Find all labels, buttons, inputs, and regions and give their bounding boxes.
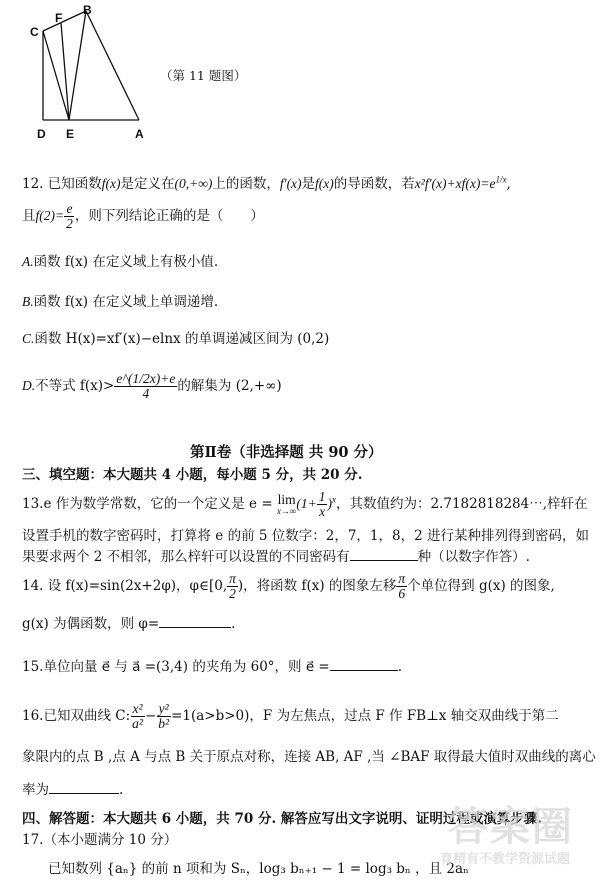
option-D-num: e^(1/2x)+e bbox=[116, 371, 176, 386]
q12-domain: (0,+∞) bbox=[174, 176, 213, 191]
q14-text-a: 14. 设 f(x)=sin(2x+2φ)，φ∈[0, bbox=[22, 578, 228, 595]
figure-caption: （第 11 题图） bbox=[160, 68, 247, 83]
q12-line2-c: ，则下列结论正确的是（ ） bbox=[74, 208, 264, 225]
option-C-label: C. bbox=[22, 331, 35, 346]
q13-line3 bbox=[22, 545, 530, 565]
section-title: 第Ⅱ卷（非选择题 共 90 分） bbox=[190, 444, 383, 461]
q12-fx2: f(x) bbox=[315, 176, 334, 191]
point-label-D: D bbox=[37, 127, 46, 141]
q13-text-b: ，其数值约为：2.7182818284⋯,梓轩在 bbox=[335, 496, 588, 513]
q16-answer-blank[interactable] bbox=[49, 779, 119, 794]
q13-answer-blank[interactable] bbox=[350, 546, 418, 561]
q16-line3-a: 率为 bbox=[22, 782, 49, 798]
q12-f2: f(2)= bbox=[35, 208, 65, 224]
q13-line2: 设置手机的数字密码时，打算将 e 的前 5 位数字：2，7，1，8，2 进行某种排列得到密码，如 bbox=[22, 528, 589, 544]
q15-answer-blank[interactable] bbox=[330, 656, 398, 671]
q14-text-b: )，将函数 f(x) 的图象左移 bbox=[237, 578, 397, 595]
q16-line3 bbox=[22, 778, 123, 798]
segment-BE bbox=[69, 11, 86, 120]
q12-text-i: 的导函数，若 bbox=[333, 176, 415, 192]
q14-answer-blank[interactable] bbox=[159, 613, 231, 628]
option-D-fraction bbox=[114, 372, 177, 401]
q12-text-g: 是 bbox=[301, 176, 316, 192]
segment-CB bbox=[43, 11, 86, 31]
q14-text-c: 个单位得到 g(x) 的图象, bbox=[407, 578, 555, 595]
q13-limit bbox=[277, 493, 296, 516]
q14-num1: π bbox=[229, 571, 236, 586]
triangle-figure bbox=[28, 6, 158, 140]
q13-paren: (1+ bbox=[296, 496, 317, 512]
q14-den2: 6 bbox=[398, 586, 406, 602]
q16-den1: a² bbox=[132, 716, 143, 732]
q16-line2: 象限内的点 B ,点 A 与点 B 关于原点对称，连接 AB, AF ,当 ∠BAF 取得最大值时双曲线的离心 bbox=[22, 749, 596, 765]
q13-num: 1 bbox=[318, 489, 326, 504]
q12-fx: f(x) bbox=[101, 176, 121, 191]
q14-num2: π bbox=[398, 571, 406, 586]
q14-line2-a: g(x) 为偶函数，则 φ= bbox=[22, 616, 160, 632]
q17-heading: 17.（本小题满分 10 分） bbox=[22, 832, 178, 848]
q13-fraction bbox=[317, 490, 328, 519]
point-label-C: C bbox=[30, 25, 39, 39]
q12-option-A bbox=[22, 250, 218, 270]
q12-option-B bbox=[22, 290, 218, 310]
q14-den1: 2 bbox=[229, 586, 236, 602]
q16-frac1 bbox=[130, 702, 145, 731]
option-C-text: 函数 H(x)=xf′(x)−elnx 的单调递减区间为 (0,2) bbox=[34, 331, 330, 347]
q12-line1: 12. 已知函数f(x)是定义在(0,+∞)上的函数，f′(x)是f(x)的导函数，若$x^2f'(x)+xf(x)=e^{1/x}$, bbox=[22, 174, 511, 192]
q16-line1 bbox=[22, 702, 559, 731]
watermark-subtext: 育精有不教学资源试题 bbox=[440, 852, 571, 867]
q13-lim: lim bbox=[277, 492, 296, 508]
option-D-den: 4 bbox=[142, 386, 150, 402]
q15-text-b: . bbox=[397, 659, 403, 675]
option-D-pre: 不等式 f(x)> bbox=[35, 378, 115, 395]
option-A-text: 函数 f(x) 在定义域上有极小值. bbox=[33, 254, 219, 270]
q14-frac2 bbox=[396, 572, 407, 601]
q15-text-a: 15.单位向量 e⃗ 与 a⃗ =(3,4) 的夹角为 60°，则 e⃗ = bbox=[22, 659, 330, 675]
q16-line3-b: . bbox=[119, 782, 124, 798]
watermark-logo: 答案圈 bbox=[448, 804, 574, 850]
q13-line3-b: 种（以数字作答）. bbox=[417, 549, 530, 565]
q13-den: x bbox=[319, 504, 326, 520]
q13-line3-a: 果要求两个 2 不相邻，那么梓轩可以设置的不同密码有 bbox=[22, 549, 350, 565]
point-label-A: A bbox=[135, 127, 144, 141]
q14-line2-b: . bbox=[231, 616, 236, 632]
part3-heading: 三、填空题：本大题共 4 小题，每小题 5 分，共 20 分. bbox=[22, 467, 363, 483]
q13-text-a: 13.e 作为数学常数，它的一个定义是 e = bbox=[22, 496, 277, 513]
q12-text-c: 是定义在 bbox=[120, 176, 175, 192]
point-label-B: B bbox=[83, 3, 92, 17]
q12-text-e: 上的函数， bbox=[212, 176, 280, 192]
q12-frac-num: e bbox=[66, 201, 73, 216]
q16-frac2 bbox=[156, 702, 171, 731]
q14-line1 bbox=[22, 572, 555, 601]
q14-line2 bbox=[22, 612, 235, 632]
q16-num1: x² bbox=[132, 701, 143, 716]
q17-line: 已知数列 {aₙ} 的前 n 项和为 Sₙ，log₃ bₙ₊₁ − 1 = log₃ bₙ ，且 2aₙ bbox=[48, 861, 469, 877]
q16-den2: b² bbox=[158, 716, 170, 732]
q13-paren-close: ) bbox=[327, 496, 332, 512]
q16-text-a: 16.已知双曲线 C: bbox=[22, 708, 131, 725]
option-B-label: B. bbox=[22, 294, 34, 309]
q16-num2: y² bbox=[158, 701, 169, 716]
q13-line1 bbox=[22, 490, 588, 519]
segment-BA bbox=[86, 11, 139, 120]
q12-fprime: f′(x) bbox=[279, 176, 302, 191]
q16-minus: − bbox=[144, 708, 157, 725]
q12-line2-a: 且 bbox=[22, 208, 36, 225]
q13-exp: x bbox=[331, 494, 336, 505]
point-label-F: F bbox=[55, 11, 63, 25]
q12-equation: x²f′(x)+xf(x)=e bbox=[414, 176, 496, 191]
option-B-text: 函数 f(x) 在定义域上单调递增. bbox=[33, 294, 219, 310]
q12-exponent: 1/x bbox=[495, 174, 507, 185]
point-label-E: E bbox=[66, 127, 75, 141]
option-A-label: A. bbox=[22, 254, 34, 269]
q15-line bbox=[22, 655, 402, 675]
q12-text-a: 12. 已知函数 bbox=[22, 176, 102, 192]
q13-lim-sub: x→∞ bbox=[276, 505, 297, 516]
q12-frac-den: 2 bbox=[66, 216, 73, 232]
option-D-post: 的解集为 (2,+∞) bbox=[177, 378, 282, 395]
q12-option-D bbox=[22, 372, 282, 401]
part4-heading: 四、解答题：本大题共 6 小题，共 70 分. 解答应写出文字说明、证明过程或演算步骤. bbox=[22, 811, 543, 827]
q12-line2 bbox=[22, 202, 264, 231]
option-D-label: D. bbox=[22, 378, 36, 394]
q12-fraction bbox=[64, 202, 75, 231]
q12-option-C bbox=[22, 327, 329, 347]
q16-text-b: =1(a>b>0)，F 为左焦点，过点 F 作 FB⊥x 轴交双曲线于第二 bbox=[171, 708, 559, 725]
q14-frac1 bbox=[227, 572, 238, 601]
